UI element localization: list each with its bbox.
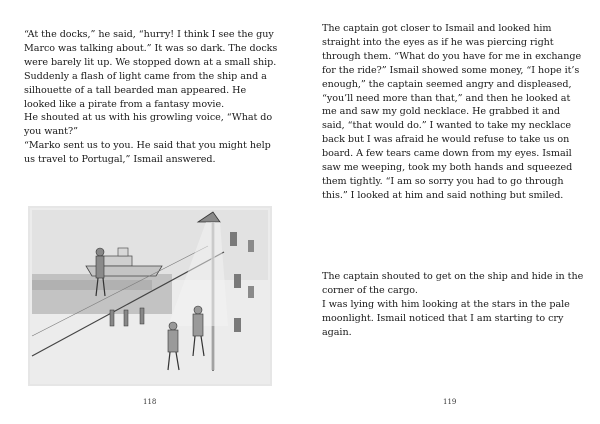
page-number: 118: [143, 398, 157, 406]
paragraph: He shouted at us with his growling voice, “What do you want?”: [24, 112, 273, 138]
right-page-text-bottom: [322, 270, 584, 340]
page-number: 119: [443, 398, 457, 406]
right-page: [300, 0, 600, 424]
paragraph: The captain shouted to get on the ship and hide in the corner of the cargo.: [322, 271, 584, 296]
dock-illustration: [28, 206, 272, 386]
paragraph: I was lying with him looking at the stars in the pale moonlight. Ismail noticed that I am starting to cry again.: [322, 298, 570, 338]
paragraph: The captain got closer to Ismail and looked him straight into the eyes as if he was piercing right through them. “What do you have for me in exchange for the ride?” Ismail showed some money, “I hope it’s enough,” the captain seemed angry and displeased, “you’ll need more than that,” and then he looked at me and saw my gold necklace. He grabbed it and said, “that would do.” I wanted to take my necklace back but I was afraid he would refuse to take us on board. A few tears came down from my eyes. Ismail saw me weeping, took my both hands and squeezed them tightly. “I am so sorry you had to go through this.” I looked at him and said nothing but smiled.: [322, 23, 582, 201]
paragraph: “Marko sent us to you. He said that you might help us travel to Portugal,” Ismail answered.: [24, 140, 271, 166]
right-page-text-top: [322, 22, 584, 203]
left-page-text: [24, 28, 280, 167]
paragraph: “At the docks,” he said, “hurry! I think I see the guy Marco was talking about.” It was so dark. The docks were barely lit up. We stopped down at a small ship. Suddenly a flash of light came from the ship and a silhouette of a tall bearded man appeared. He looked like a pirate from a fantasy movie.: [24, 29, 278, 110]
